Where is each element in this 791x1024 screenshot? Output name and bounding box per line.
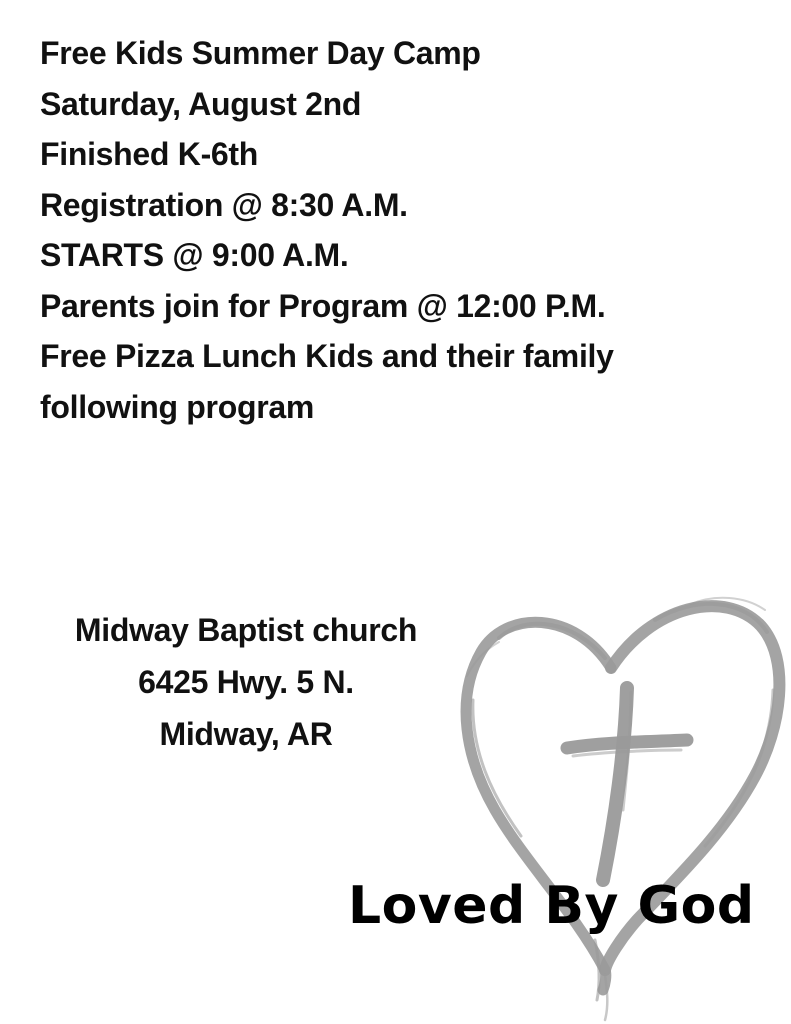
church-street: 6425 Hwy. 5 N. [138, 664, 354, 700]
event-registration-time: Registration @ 8:30 A.M. [40, 186, 408, 223]
church-name: Midway Baptist church [74, 612, 418, 648]
event-start-time: STARTS @ 9:00 A.M. [40, 237, 349, 273]
event-date: Saturday, August 2nd [40, 85, 362, 122]
church-city: Midway, AR [159, 716, 333, 752]
event-program-time: Parents join for Program @ 12:00 P.M. [40, 287, 606, 324]
event-title: Free Kids Summer Day Camp [40, 35, 481, 71]
church-address [20, 604, 472, 760]
event-details [40, 28, 760, 432]
heart-with-cross-icon [455, 580, 791, 1024]
event-lunch-line-1: Free Pizza Lunch Kids and their family [40, 338, 614, 374]
event-grades: Finished K-6th [40, 136, 259, 172]
event-lunch-line-2: following program [40, 388, 314, 425]
tagline: Loved By God [348, 876, 755, 936]
